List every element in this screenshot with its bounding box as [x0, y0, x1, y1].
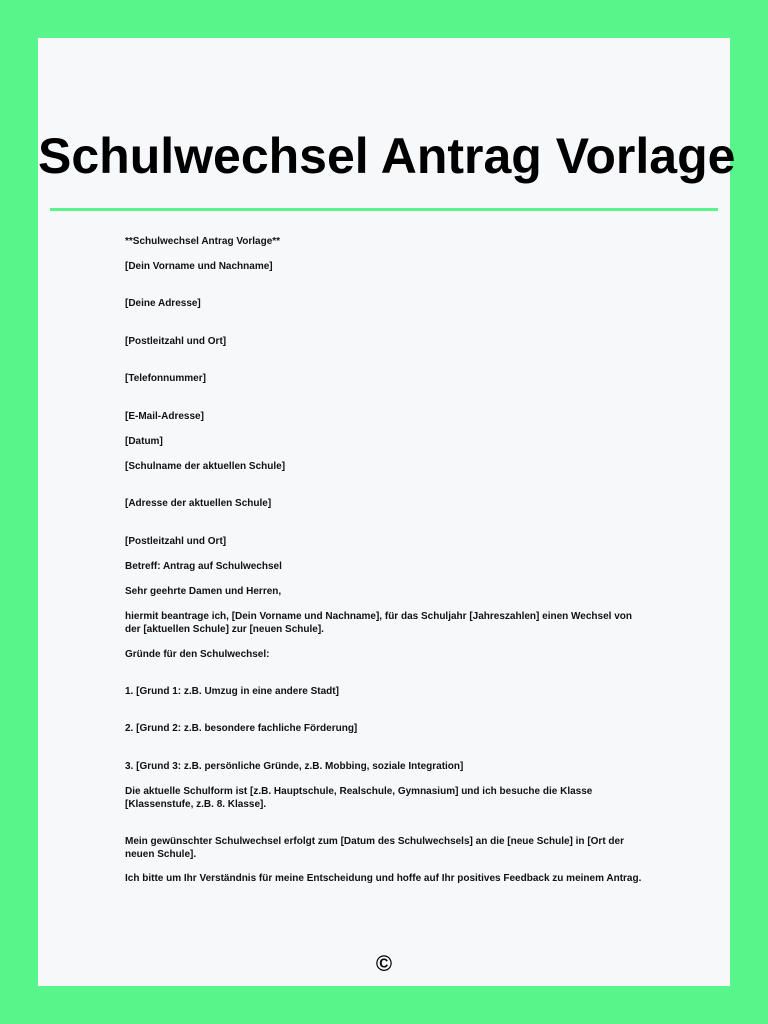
copyright-icon: © [375, 951, 393, 976]
transfer-date-paragraph: Mein gewünschter Schulwechsel erfolgt zum [Datum des Schulwechsels] an die [neue Schule] in [Ort der neuen Schule]. [125, 836, 624, 860]
sender-name: [Dein Vorname und Nachname] [125, 261, 273, 272]
sender-email: [E-Mail-Adresse] [125, 411, 204, 422]
school-type-paragraph: Die aktuelle Schulform ist [z.B. Hauptschule, Realschule, Gymnasium] und ich besuche die Klasse [Klassenstufe, z.B. 8. Klasse]. [125, 786, 593, 810]
reason-1: 1. [Grund 1: z.B. Umzug in eine andere Stadt] [125, 686, 339, 697]
subject-line: Betreff: Antrag auf Schulwechsel [125, 561, 282, 572]
page-title: Schulwechsel Antrag Vorlage [38, 128, 736, 184]
letter-heading: **Schulwechsel Antrag Vorlage** [125, 236, 281, 247]
request-paragraph: hiermit beantrage ich, [Dein Vorname und Nachname], für das Schuljahr [Jahreszahlen] einen Wechsel von der [aktuellen Schule] zur [neuen Schule]. [125, 611, 632, 635]
salutation: Sehr geehrte Damen und Herren, [125, 586, 282, 597]
closing-paragraph: Ich bitte um Ihr Verständnis für meine Entscheidung und hoffe auf Ihr positives Feedback zu meinem Antrag. [125, 873, 642, 884]
letter-date: [Datum] [125, 436, 163, 447]
document-page [38, 38, 736, 986]
sender-phone: [Telefonnummer] [125, 373, 206, 384]
title-divider [50, 208, 718, 211]
reason-2: 2. [Grund 2: z.B. besondere fachliche Förderung] [125, 723, 358, 734]
recipient-school-address: [Adresse der aktuellen Schule] [125, 498, 272, 509]
sender-postal-city: [Postleitzahl und Ort] [125, 336, 227, 347]
recipient-postal-city: [Postleitzahl und Ort] [125, 536, 227, 547]
recipient-school-name: [Schulname der aktuellen Schule] [125, 461, 286, 472]
reasons-heading: Gründe für den Schulwechsel: [125, 649, 270, 660]
sender-address: [Deine Adresse] [125, 298, 201, 309]
reason-3: 3. [Grund 3: z.B. persönliche Gründe, z.B. Mobbing, soziale Integration] [125, 761, 464, 772]
